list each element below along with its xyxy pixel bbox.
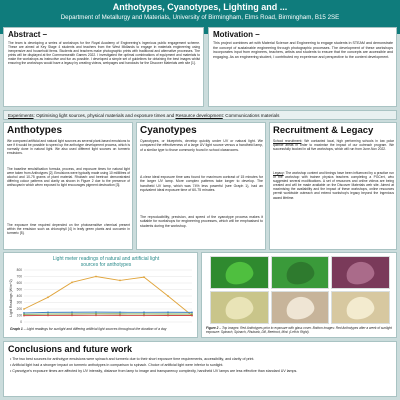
experiments-banner <box>3 110 397 120</box>
conclusion-bullet-3-text: Cyanotype's exposure times are affected by UV intensity, distance from lamp to image and transparency complexity, handheld UV lamps are less effective than standard UV lamps. <box>12 369 298 373</box>
chart-ytick-label: 100 <box>16 313 22 318</box>
graph-panel <box>3 252 198 338</box>
motivation-body: This project combines art with Material Science and Engineering to engage students in STEAM and demonstrate the concept of sustainable engineering through photographic processes. The development of these workshops incorporates input from engineers, teachers, artists and students to ensure that the concepts are accessible and engaging. As an engineering student, I contributed my experience and perspective to the content development. <box>213 41 393 59</box>
abstract-box <box>3 27 204 107</box>
chart-ytick-label: 400 <box>16 294 22 299</box>
anthotypes-p3: The exposure time required depended on the photosensitive chemical present within the emulsion such as chlorophyll [4] in leafy green plants and curcumin in turmeric [5]. <box>7 223 130 236</box>
chart-point <box>191 315 193 317</box>
figure-caption <box>206 326 394 334</box>
chart-title-line2: sources for anthotypes <box>80 262 132 268</box>
figure-panel <box>201 252 397 338</box>
chart-point <box>167 315 169 317</box>
chart-point <box>119 280 121 282</box>
experiments-text2: : Communications materials <box>222 113 280 118</box>
anthotype-image-grid <box>210 256 390 324</box>
cyanotypes-p2: A clear ideal exposure time was found for maximum contrast of 15 minutes for the larger UV lamp. More complex patterns take longer to develop. The handheld UV lamp, which was 74% less powerful (see Graph 1), had an equivalent ideal exposure time of 60-75 minutes. <box>140 175 263 193</box>
tile-beetroot-after <box>271 291 330 324</box>
chart-point <box>143 315 145 317</box>
chart-point <box>167 311 169 313</box>
leaf-shape <box>344 258 377 286</box>
leaf-shape <box>283 258 316 286</box>
chart-ytick-label: 600 <box>16 281 22 286</box>
experiments-text1: : Optimising light sources, physical materials and exposure times and <box>33 113 176 118</box>
conclusion-bullet-3: • Cyanotype's exposure times are affected by UV intensity, distance from lamp to image and transparency complexity, handheld UV lamps are less effective than standard UV lamps. <box>10 369 298 373</box>
chart-ytick-label: 0 <box>20 320 22 325</box>
conclusion-bullet-1: • The two best sources for anthotype emulsions were spinach and turmeric due to their short exposure time requirements, accessibility, and clarity of print. <box>10 357 255 361</box>
figure-caption-text: – Top images: Red Anthotypes prior to exposure with glass cover. Bottom images: Red Anthotypes after a week of sunlight exposure: Spinach, Spinach, Rhubarb, Dill, Beetroot, Mint. (Left to Right). <box>206 326 392 334</box>
chart-point <box>23 308 25 310</box>
conclusion-bullet-2-text: Artificial light had a stronger impact on turmeric anthotypes in comparison to spinach. Choice of artificial light were inferior to sunlight. <box>12 363 224 367</box>
chart-point <box>119 311 121 313</box>
chart-ytick-label: 700 <box>16 274 22 279</box>
cyanotypes-box <box>136 122 266 250</box>
chart-ylabel: Light Readings (W/m^2) <box>9 279 13 317</box>
chart-title-line1: Light meter readings of natural and artificial light <box>52 256 160 262</box>
department-line: Department of Metallurgy and Materials, University of Birmingham, Elms Road, Birmingham, B15 2SE <box>60 14 340 21</box>
cyanotypes-p1: Cyanotypes, or blueprints, develop quickly under UV or natural light. We compared the effectiveness of a large UV light source versus a handheld lamp, of a similar type to those commonly found in school classrooms. <box>140 139 263 152</box>
leaf-shape <box>283 293 316 321</box>
chart-point <box>143 276 145 278</box>
graph-caption-lead: Graph 1 <box>10 327 23 331</box>
poster-title: Anthotypes, Cyanotypes, Lighting and ... <box>112 2 288 12</box>
legacy-lead: Legacy <box>273 171 284 175</box>
light-readings-chart <box>6 254 196 326</box>
recruitment-heading: Recruitment & Legacy <box>273 125 374 136</box>
chart-point <box>23 315 25 317</box>
conclusions-box <box>3 341 397 397</box>
conclusions-heading: Conclusions and future work <box>8 344 133 354</box>
conclusion-bullet-1-text: The two best sources for anthotype emulsions were spinach and turmeric due to their short exposure time requirements, accessibility, and clarity of print. <box>12 357 255 361</box>
figure-caption-lead: Figure 2 <box>206 326 219 330</box>
chart-ytick-label: 500 <box>16 287 22 292</box>
chart-yticks <box>17 268 23 324</box>
abstract-heading: Abstract – <box>8 30 48 39</box>
anthotypes-p1: We compared artificial and natural light sources as several plant-based emulsions to see if it would be possible to speed up the anthotype development process, which is normally done in natural light. We also used different light sources on turmeric emulsions. <box>7 139 130 156</box>
chart-point <box>95 314 97 316</box>
chart-point <box>167 295 169 297</box>
leaf-shape <box>223 293 256 321</box>
recruitment-box <box>269 122 397 250</box>
tile-spinach-before <box>210 256 269 289</box>
chart-point <box>95 276 97 278</box>
leaf-shape <box>344 293 377 321</box>
anthotypes-heading: Anthotypes <box>7 125 62 136</box>
chart-series-line-2 <box>24 312 192 313</box>
abstract-body: The team is developing a series of workshops for the Royal Academy of Engineering's Ingenious public engagement scheme. These are aimed at Key Stage 4 students and teachers from the West Midlands to engage in materials engineering using inexpensive and household items. Students and teachers make photographic prints with traditional and alternative processes. The prints will be displayed at the Commonwealth Games 2022. I investigated the optimal combinations of equipment and materials to make the workshops as instructive and fun as possible. I developed a simple set of guidelines for obtaining the best images whilst ensuring the workshops would have a legacy by creating videos, webpages and handouts for the Discover Materials web site [1]. <box>8 41 200 66</box>
chart-ytick-label: 300 <box>16 300 22 305</box>
graph-caption-text: – Light readings for sunlight and differing artificial light sources throughout the duration of a day <box>22 327 167 331</box>
chart-point <box>143 311 145 313</box>
chart-point <box>191 311 193 313</box>
tile-rhubarb-before <box>331 256 390 289</box>
chart-ytick-label: 800 <box>16 268 22 273</box>
chart-point <box>71 311 73 313</box>
motivation-box <box>208 27 397 107</box>
chart-ytick-label: 200 <box>16 307 22 312</box>
motivation-heading: Motivation – <box>213 30 260 39</box>
graph-caption <box>10 327 194 331</box>
school-recruitment-lead: School recruitment <box>273 139 302 143</box>
chart-series-line-3 <box>24 314 192 315</box>
tile-spinach2-before <box>271 256 330 289</box>
school-recruitment-paragraph <box>273 139 394 151</box>
legacy-paragraph <box>273 171 394 200</box>
resource-dev-lead: Resource development <box>175 113 223 118</box>
cyanotypes-heading: Cyanotypes <box>140 125 197 136</box>
experiments-lead: Experiments <box>8 113 34 118</box>
tile-dill-after <box>210 291 269 324</box>
chart-point <box>71 281 73 283</box>
anthotypes-p2: The baseline emulsification formula, process, and exposure times for natural light were taken from Anthotypes [2]. Emulsions were typically made using 10 millilitres of alcohol and 10-75 grams of plant material. Rhubarb and beetroot demonstrated differing colour patterns and clarity as shown in Figure 2 due to the presence of anthocyanin which when exposed to light encourages pigment destruction [3]. <box>7 167 130 188</box>
legacy-body: : The workshop content and timings have been influenced by a practice run of the workshop with trainee physics teachers completing a PGCert, who suggested several modifications. A set of resources and online videos are being created and will be made available on the Discover Materials web site. Aimed at maximising the availability and the impact of these workshops, online resources permit worldwide outreach and extend workshop's legacy beyond the Ingenious award lifetime. <box>273 171 394 200</box>
chart-point <box>47 296 49 298</box>
conclusion-bullet-2: • Artificial light had a stronger impact on turmeric anthotypes in comparison to spinach. Choice of artificial light were inferior to sunlight. <box>10 363 224 367</box>
leaf-shape <box>223 258 256 286</box>
school-recruitment-body: : We contacted local, high performing schools in low polar quintile areas in order to maximise the impact of our outreach program. We successfully booked in all five workshops, which will run from June-Nov 2022. <box>273 139 394 152</box>
chart-point <box>47 311 49 313</box>
chart-point <box>71 314 73 316</box>
chart-point <box>47 315 49 317</box>
chart-point <box>95 311 97 313</box>
anthotypes-box <box>3 122 133 250</box>
tile-mint-after <box>331 291 390 324</box>
chart-point <box>119 314 121 316</box>
cyanotypes-p3: The reproducibility, precision, and speed of the cyanotype process makes it suitable for workshops for engineering processes, which will be emphasised to students during the workshop. <box>140 215 263 228</box>
